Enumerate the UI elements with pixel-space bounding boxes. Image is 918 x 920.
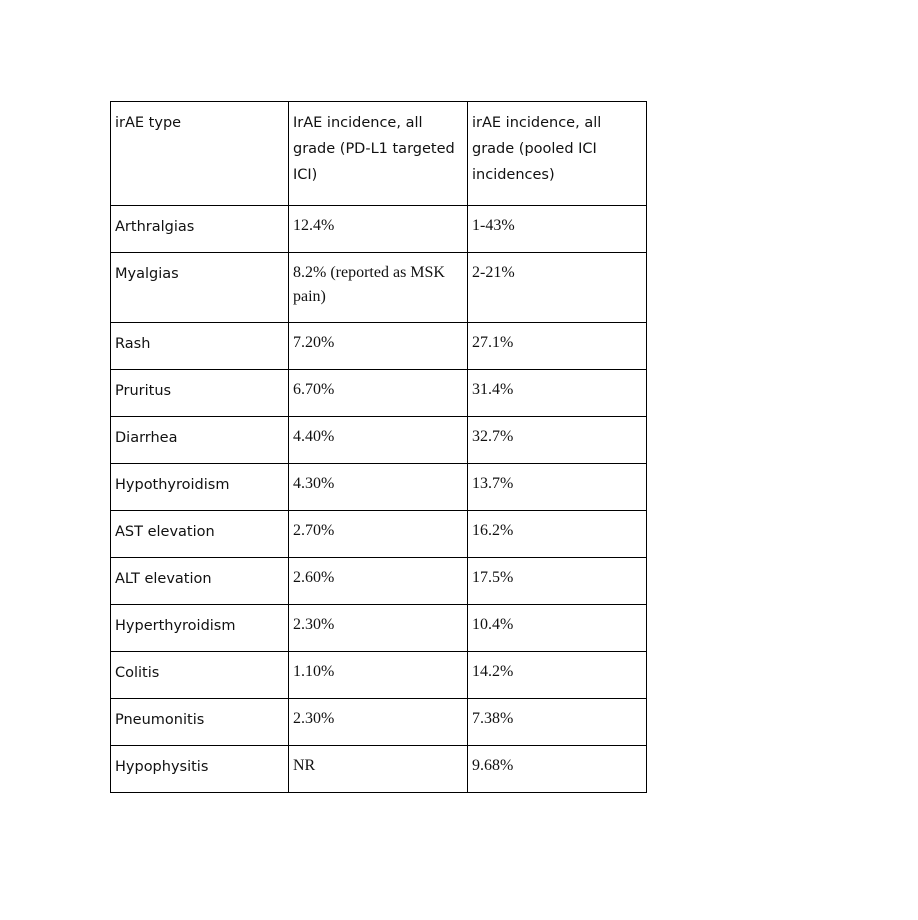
pooled-incidence-cell: 7.38% [468,699,647,746]
irae-type-cell: Pruritus [111,370,289,417]
pd-l1-incidence-cell: 8.2% (reported as MSK pain) [289,253,468,323]
pooled-incidence-cell: 17.5% [468,558,647,605]
irae-type-cell: Pneumonitis [111,699,289,746]
irae-type-cell: Arthralgias [111,206,289,253]
pd-l1-incidence-cell: 1.10% [289,652,468,699]
pd-l1-incidence-cell: 4.30% [289,464,468,511]
irae-type-cell: Hypophysitis [111,746,289,793]
header-pooled-incidence: irAE incidence, all grade (pooled ICI incidences) [468,102,647,206]
pooled-incidence-cell: 10.4% [468,605,647,652]
pd-l1-incidence-cell: 7.20% [289,323,468,370]
table-row [111,464,647,511]
table-row [111,511,647,558]
table-row [111,323,647,370]
pd-l1-incidence-cell: 12.4% [289,206,468,253]
table-row [111,652,647,699]
pooled-incidence-cell: 2-21% [468,253,647,323]
irae-type-cell: Diarrhea [111,417,289,464]
header-pd-l1-incidence: IrAE incidence, all grade (PD-L1 targeted ICI) [289,102,468,206]
irae-type-cell: AST elevation [111,511,289,558]
pd-l1-incidence-cell: 6.70% [289,370,468,417]
irae-type-cell: Hypothyroidism [111,464,289,511]
irae-incidence-table [110,101,647,793]
irae-type-cell: Hyperthyroidism [111,605,289,652]
irae-type-cell: Colitis [111,652,289,699]
table-row [111,206,647,253]
table-row [111,558,647,605]
table-row [111,370,647,417]
pooled-incidence-cell: 27.1% [468,323,647,370]
irae-type-cell: Myalgias [111,253,289,323]
pooled-incidence-cell: 1-43% [468,206,647,253]
irae-type-cell: Rash [111,323,289,370]
table-header-row [111,102,647,206]
pooled-incidence-cell: 9.68% [468,746,647,793]
pd-l1-incidence-cell: 2.70% [289,511,468,558]
pooled-incidence-cell: 13.7% [468,464,647,511]
header-irae-type: irAE type [111,102,289,206]
pd-l1-incidence-cell: 2.30% [289,605,468,652]
irae-type-cell: ALT elevation [111,558,289,605]
pooled-incidence-cell: 32.7% [468,417,647,464]
pd-l1-incidence-cell: 2.60% [289,558,468,605]
table-row [111,605,647,652]
pd-l1-incidence-cell: 2.30% [289,699,468,746]
table-row [111,746,647,793]
pd-l1-incidence-cell: 4.40% [289,417,468,464]
pooled-incidence-cell: 31.4% [468,370,647,417]
pooled-incidence-cell: 16.2% [468,511,647,558]
table-row [111,699,647,746]
pooled-incidence-cell: 14.2% [468,652,647,699]
table-row [111,417,647,464]
pd-l1-incidence-cell: NR [289,746,468,793]
table-row [111,253,647,323]
